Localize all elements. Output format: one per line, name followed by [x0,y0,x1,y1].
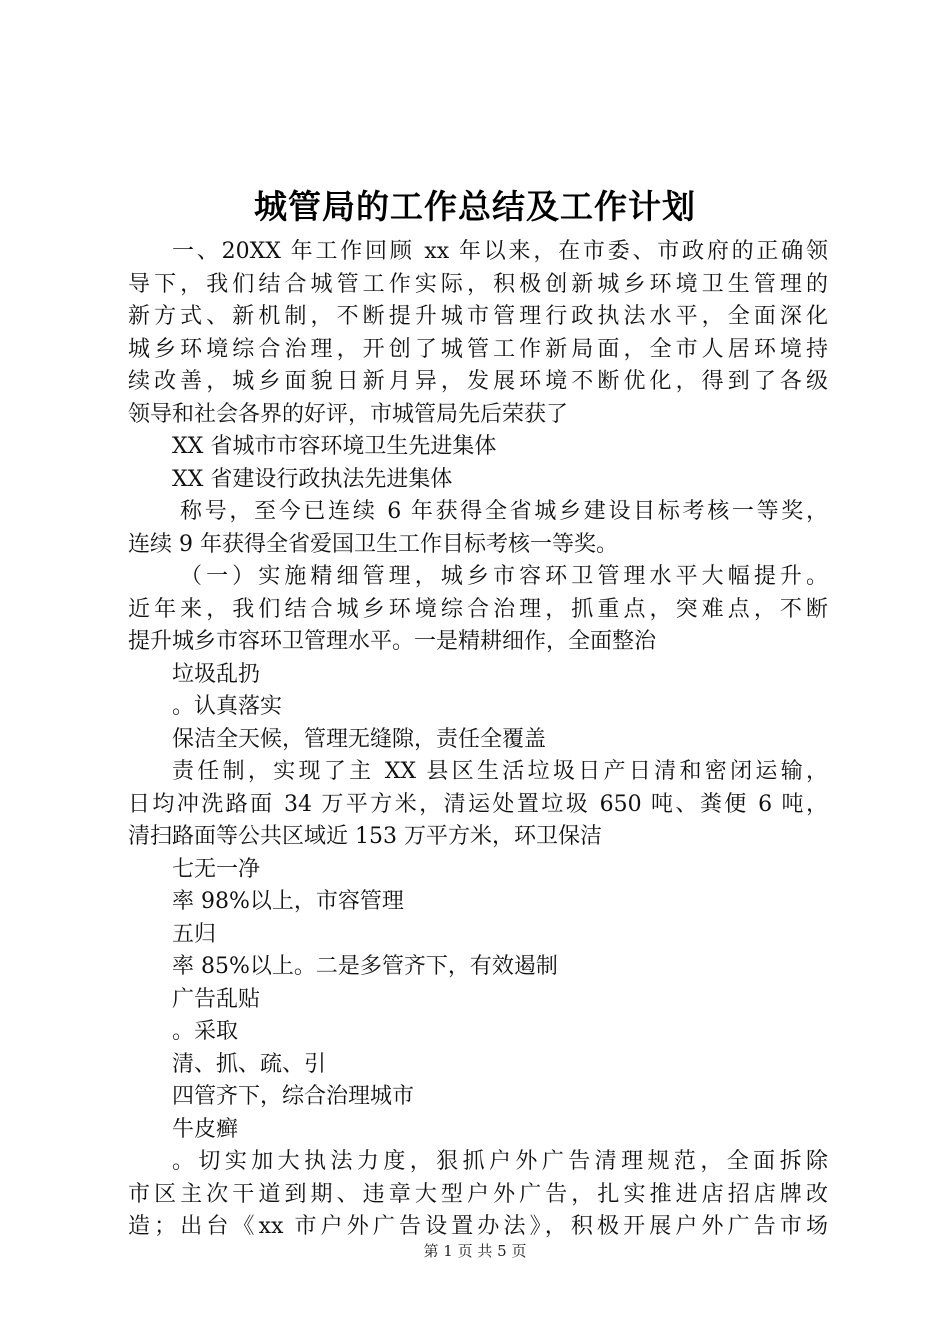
paragraph-line: 五归 [172,921,217,947]
paragraph-line: 。切实加大执法力度，狠抓户外广告清理规范，全面拆除 [172,1149,828,1174]
paragraph-line: 城乡环境综合治理，开创了城管工作新局面，全市人居环境持 [128,336,828,362]
paragraph-line: 责任制，实现了主 XX 县区生活垃圾日产日清和密闭运输， [172,759,828,784]
paragraph-line: 清、抓、疏、引 [172,1051,327,1077]
paragraph-line: 率 98%以上，市容管理 [172,889,404,914]
paragraph-line: 保洁全天候，管理无缝隙，责任全覆盖 [172,726,547,752]
paragraph-line: 率 85%以上。二是多管齐下，有效遏制 [172,954,558,979]
paragraph-line: 造；出台《xx 市户外广告设置办法》，积极开展户外广告市场 [128,1214,828,1239]
page-number-footer: 第 1 页 共 5 页 [423,1242,527,1260]
paragraph-line: 连续 9 年获得全省爱国卫生工作目标考核一等奖。 [128,531,618,557]
document-body [128,236,828,1244]
paragraph-line: 牛皮癣 [172,1116,239,1142]
paragraph-line: 一、20XX 年工作回顾 xx 年以来，在市委、市政府的正确领 [172,239,828,264]
paragraph-line: 续改善，城乡面貌日新月异，发展环境不断优化，得到了各级 [128,369,828,394]
paragraph-line: 日均冲洗路面 34 万平方米，清运处置垃圾 650 吨、粪便 6 吨， [128,791,828,817]
paragraph-line: 市区主次干道到期、违章大型户外广告，扎实推进店招店牌改 [128,1181,828,1207]
paragraph-line: 称号，至今已连续 6 年获得全省城乡建设目标考核一等奖， [180,499,828,524]
paragraph-line: 。认真落实 [172,694,283,719]
paragraph-line: 广告乱贴 [172,986,261,1012]
paragraph-line: 导下，我们结合城管工作实际，积极创新城乡环境卫生管理的 [128,271,828,297]
paragraph-line: 。采取 [172,1019,239,1044]
paragraph-line: 领导和社会各界的好评，市城管局先后荣获了 [128,401,569,427]
paragraph-line: 四管齐下，综合治理城市 [172,1084,415,1109]
paragraph-line: 近年来，我们结合城乡环境综合治理，抓重点，突难点，不断 [128,596,828,622]
paragraph-line: 垃圾乱扔 [172,661,261,687]
paragraph-line: 提升城乡市容环卫管理水平。一是精耕细作，全面整治 [128,629,657,654]
paragraph-line: XX 省建设行政执法先进集体 [172,466,453,492]
paragraph-line: 七无一净 [172,856,261,882]
paragraph-line: XX 省城市市容环境卫生先进集体 [172,434,497,459]
paragraph-line: 新方式、新机制，不断提升城市管理行政执法水平，全面深化 [128,304,828,329]
document-title: 城管局的工作总结及工作计划 [254,187,696,226]
paragraph-line: 清扫路面等公共区域近 153 万平方米，环卫保洁 [128,824,602,849]
paragraph-line: （一）实施精细管理，城乡市容环卫管理水平大幅提升。 [180,564,828,589]
